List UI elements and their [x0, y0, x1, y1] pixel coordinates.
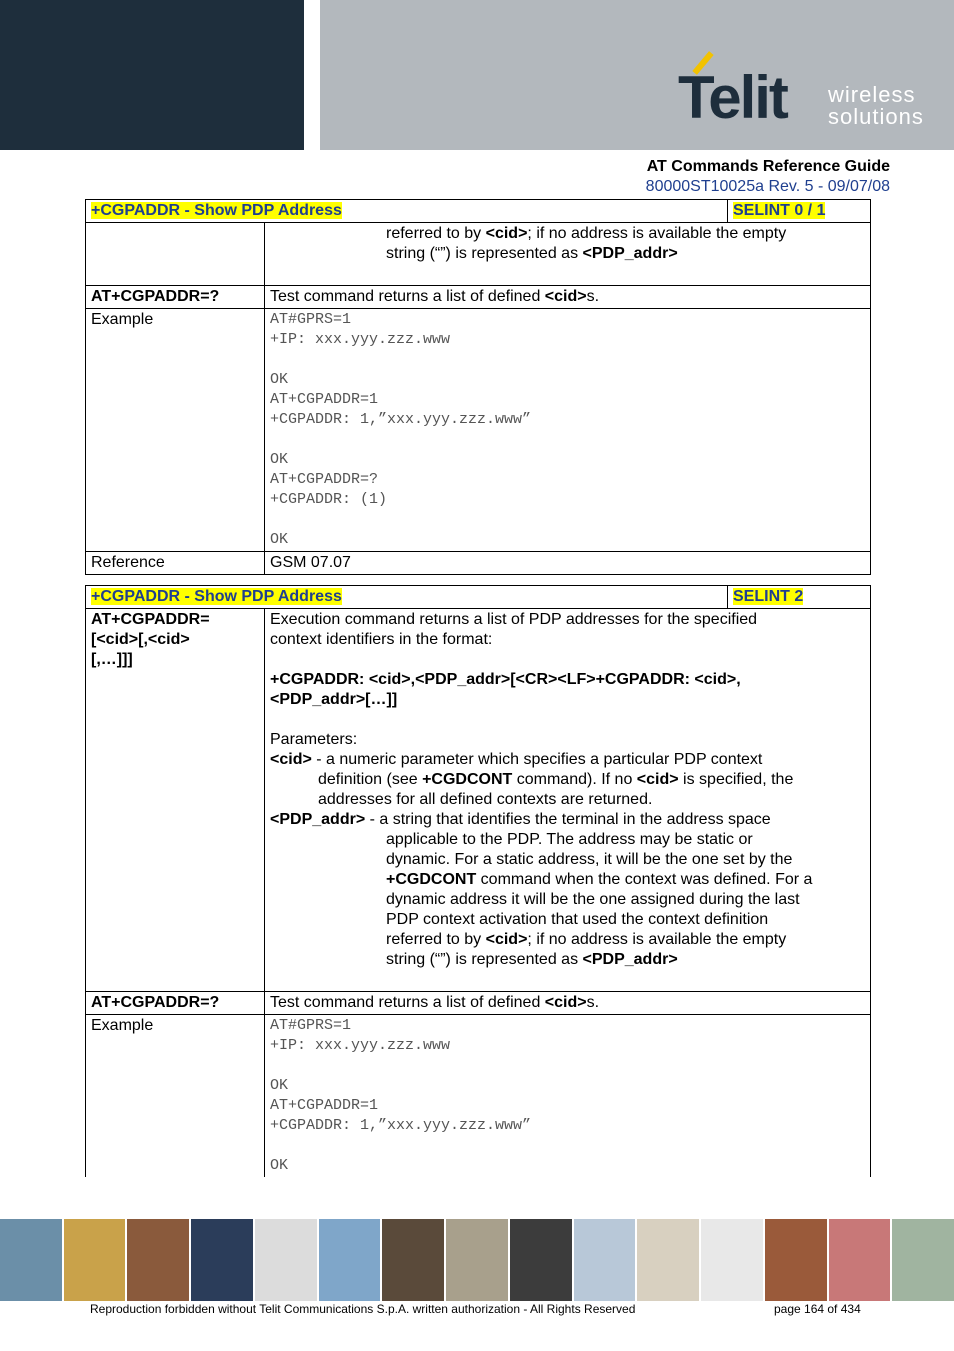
selint-cell: [728, 586, 871, 609]
selint-badge: SELINT 0 / 1: [733, 202, 826, 219]
test-command-desc: Test command returns a list of defined <cid>s.: [265, 992, 871, 1015]
logo-name: Telit: [678, 64, 787, 131]
command-table-selint01: [85, 199, 871, 575]
execution-command: AT+CGPADDR= [<cid>[,<cid> [,…]]]: [86, 609, 265, 992]
logo-tagline-1: wireless: [828, 82, 916, 107]
test-command-desc: Test command returns a list of defined <cid>s.: [265, 286, 871, 309]
document-revision: 80000ST10025a Rev. 5 - 09/07/08: [645, 178, 890, 195]
footer-photo: [319, 1219, 381, 1301]
table-row: [86, 309, 871, 552]
footer-photo: [574, 1219, 636, 1301]
footer-photo: [765, 1219, 827, 1301]
footer-photo: [510, 1219, 572, 1301]
telit-logo: [678, 48, 938, 132]
footer-photo: [0, 1219, 62, 1301]
test-command: AT+CGPADDR=?: [86, 286, 265, 309]
footer-photo: [64, 1219, 126, 1301]
table-row: [86, 1015, 871, 1178]
logo-tagline-2: solutions: [828, 104, 924, 129]
footer-photo: [701, 1219, 763, 1301]
table-title-cell: [86, 586, 728, 609]
execution-command-desc: Execution command returns a list of PDP addresses for the specified context identifiers in the format: +CGPADDR: <cid>,<PDP_addr>[<CR><LF>+CGPADDR: <cid>, <PDP_addr>[…]] Parameters: <cid> - a numeric parameter which specifies a particular PDP context definition (see +CGDCONT command). If no <cid> is specified, the addresses for all defined contexts are returned. <PDP_addr> - a string that identifies the terminal in the address space applicable to the PDP. The address may be static or dynamic. For a static address, it will be the one set by the +CGDCONT command when the context was defined. For a dynamic address it will be the one assigned during the last PDP context activation that used the context definition referred to by <cid>; if no address is available the empty string (“”) is represented as <PDP_addr>: [265, 609, 871, 992]
table-title-cell: [86, 200, 728, 223]
table-header-row: [86, 200, 871, 223]
footer-page-number: page 164 of 434: [774, 1302, 861, 1316]
example-label: Example: [86, 309, 265, 552]
table-header-row: [86, 586, 871, 609]
table-row: [86, 992, 871, 1015]
reference-label: Reference: [86, 552, 265, 575]
table-title: +CGPADDR - Show PDP Address: [91, 202, 342, 219]
footer-photo: [127, 1219, 189, 1301]
footer-photo: [637, 1219, 699, 1301]
param-cid: <cid> - a numeric parameter which specifies a particular PDP context: [270, 751, 763, 768]
footer-photo: [829, 1219, 891, 1301]
table-row: [86, 286, 871, 309]
footer-photo: [191, 1219, 253, 1301]
test-command: AT+CGPADDR=?: [86, 992, 265, 1015]
example-label: Example: [86, 1015, 265, 1178]
table-row: [86, 609, 871, 992]
continuation-desc: referred to by <cid>; if no address is available the empty string (“”) is represented as <PDP_addr>: [265, 223, 871, 286]
selint-badge: SELINT 2: [733, 588, 804, 605]
footer-photo: [382, 1219, 444, 1301]
footer-photo: [446, 1219, 508, 1301]
footer-photo: [892, 1219, 954, 1301]
footer-photo: [255, 1219, 317, 1301]
example-code: AT#GPRS=1 +IP: xxx.yyy.zzz.www OK AT+CGPADDR=1 +CGPADDR: 1,”xxx.yyy.zzz.www” OK: [265, 1015, 871, 1178]
parameters-heading: Parameters:: [270, 731, 358, 748]
reference-value: GSM 07.07: [265, 552, 871, 575]
document-title: AT Commands Reference Guide: [646, 158, 890, 175]
footer-photo-strip: [0, 1219, 954, 1301]
selint-cell: [728, 200, 871, 223]
response-format: +CGPADDR: <cid>,<PDP_addr>[<CR><LF>+CGPADDR: <cid>,: [270, 671, 741, 688]
table-title: +CGPADDR - Show PDP Address: [91, 588, 342, 605]
footer-rights: Reproduction forbidden without Telit Communications S.p.A. written authorization - All Rights Reserved: [90, 1302, 636, 1316]
example-code: AT#GPRS=1 +IP: xxx.yyy.zzz.www OK AT+CGPADDR=1 +CGPADDR: 1,”xxx.yyy.zzz.www” OK AT+CGPADDR=? +CGPADDR: (1) OK: [265, 309, 871, 552]
header-dark-block: [0, 0, 304, 150]
param-pdp-addr: <PDP_addr> - a string that identifies the terminal in the address space: [270, 811, 771, 828]
table-row: [86, 552, 871, 575]
table-row: [86, 223, 871, 286]
command-table-selint2: [85, 585, 871, 1177]
